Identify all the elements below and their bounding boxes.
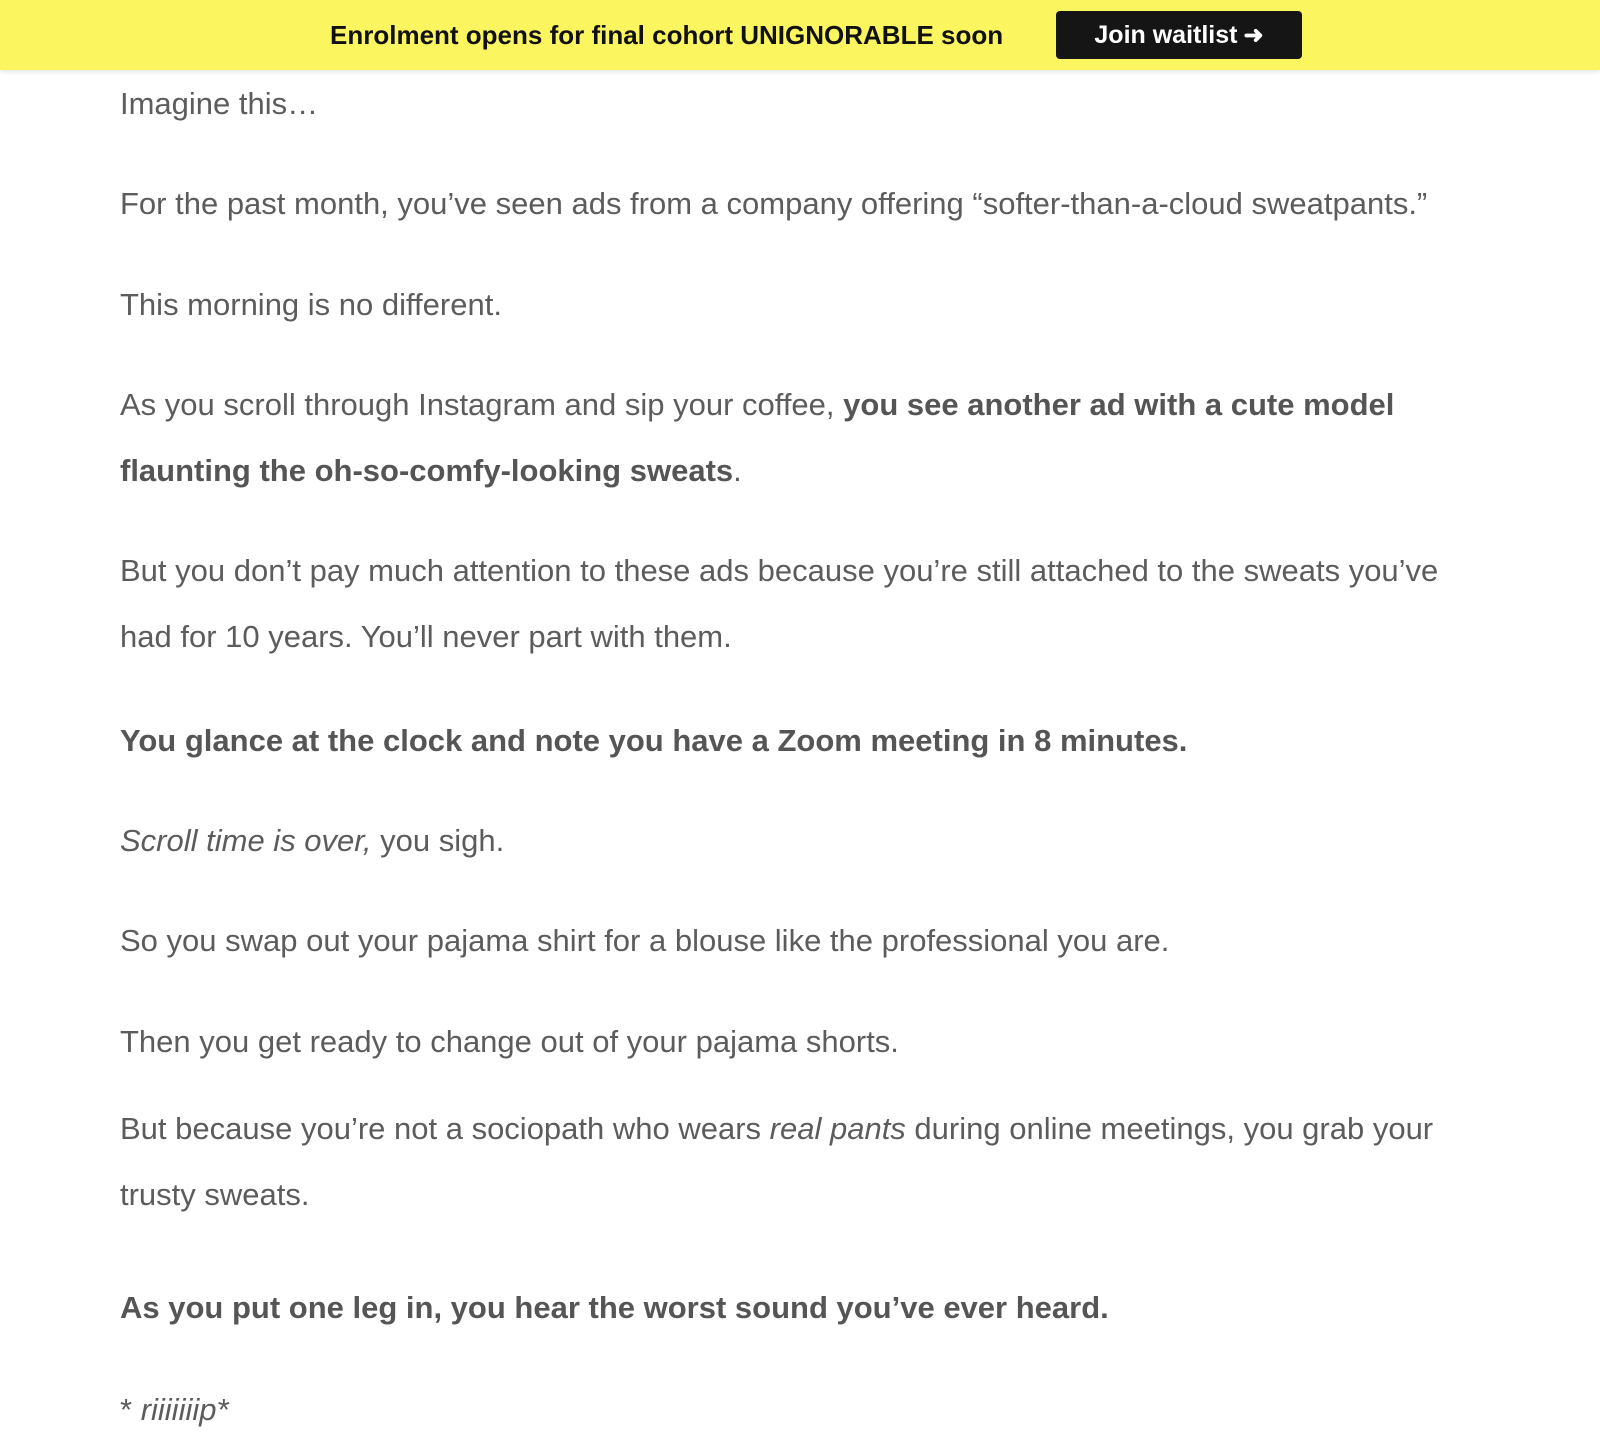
- paragraph-this-morning: This morning is no different.: [120, 287, 502, 322]
- paragraph-pajama-shorts: Then you get ready to change out of your pajama shorts.: [120, 1024, 899, 1059]
- paragraph-scroll-time: [120, 821, 1520, 861]
- paragraph-instagram: [120, 372, 1520, 504]
- paragraph-real-pants-italic: real pants: [769, 1111, 906, 1146]
- paragraph-instagram-text: As you scroll through Instagram and sip your coffee,: [120, 387, 844, 422]
- paragraph-worst-sound-bold: As you put one leg in, you hear the worst sound you’ve ever heard.: [120, 1290, 1109, 1325]
- paragraph-real-pants-text-a: But because you’re not a sociopath who wears: [120, 1111, 770, 1146]
- join-waitlist-button[interactable]: [1056, 11, 1302, 59]
- paragraph-real-pants-line-2: trusty sweats.: [120, 1177, 310, 1212]
- paragraph-attention-line-2: had for 10 years. You’ll never part with them.: [120, 619, 732, 654]
- riiip-star-open: *: [120, 1392, 133, 1427]
- arrow-right-icon: ➜: [1243, 22, 1264, 49]
- paragraph-worst-sound: [120, 1288, 1520, 1328]
- banner-text: Enrolment opens for final cohort UNIGNORABLE soon: [330, 20, 1004, 50]
- paragraph-instagram-bold-1: you see another ad with a cute model: [843, 387, 1395, 422]
- paragraph-past-month: For the past month, you’ve seen ads from a company offering “softer-than-a-cloud sweatpants.”: [120, 186, 1428, 221]
- paragraph-riiip: [120, 1390, 1520, 1430]
- paragraph-clock: [120, 721, 1520, 761]
- paragraph-blouse: So you swap out your pajama shirt for a blouse like the professional you are.: [120, 923, 1170, 958]
- paragraph-instagram-end: .: [733, 453, 742, 488]
- join-waitlist-label: Join waitlist: [1094, 21, 1238, 49]
- paragraph-attention-line-1: But you don’t pay much attention to these ads because you’re still attached to the sweats you’ve: [120, 553, 1439, 588]
- paragraph-instagram-bold-2: flaunting the oh-so-comfy-looking sweats: [120, 453, 734, 488]
- paragraph-attention: [120, 538, 1520, 670]
- paragraph-real-pants: [120, 1096, 1520, 1228]
- paragraph-clock-bold: You glance at the clock and note you have a Zoom meeting in 8 minutes.: [120, 723, 1188, 758]
- riiip-italic: riiiiiiip: [132, 1392, 217, 1427]
- riiip-star-close: *: [216, 1392, 229, 1427]
- paragraph-real-pants-text-b: during online meetings, you grab your: [905, 1111, 1434, 1146]
- paragraph-scroll-time-rest: you sigh.: [371, 823, 505, 858]
- paragraph-scroll-time-italic: Scroll time is over,: [120, 823, 372, 858]
- paragraph-imagine: Imagine this…: [120, 86, 319, 121]
- announcement-banner: [0, 0, 1600, 70]
